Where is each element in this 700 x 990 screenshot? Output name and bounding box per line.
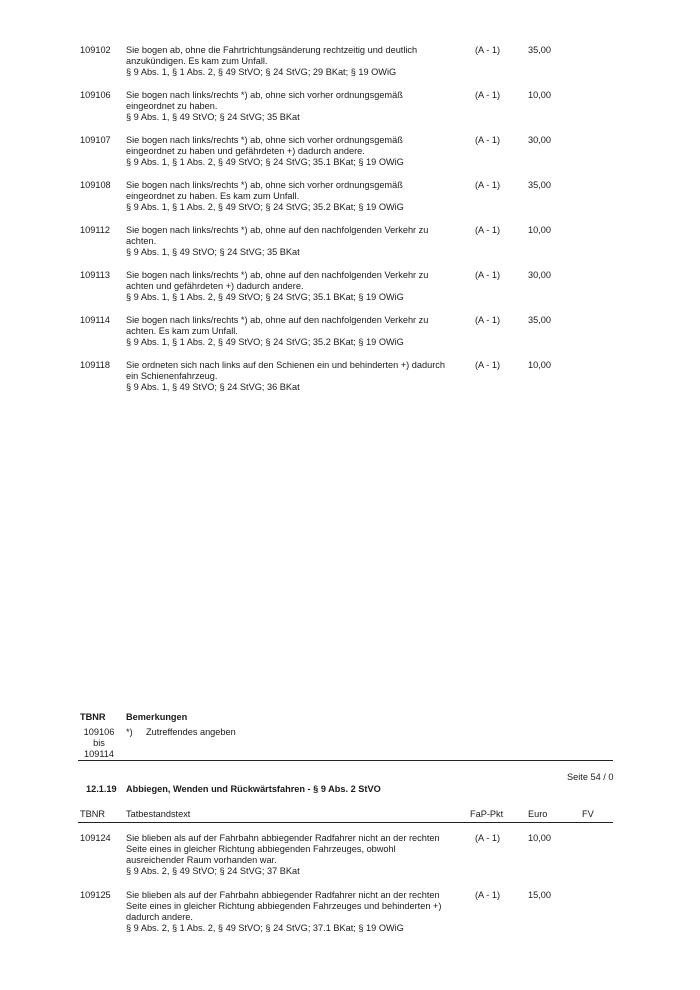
tbnr-code: 109102	[80, 45, 111, 55]
tbnr-code: 109112	[80, 225, 110, 235]
offense-text: Sie bogen nach links/rechts *) ab, ohne sich vorher ordnungsgemäß eingeordnet zu haben und gefährdeten +) dadurch andere. § 9 Abs. 1, § 1 Abs. 2, § 49 StVO; § 24 StVG; 35.1 BKat; § 19 OWiG	[126, 135, 404, 167]
tbnr-code: 109124	[80, 833, 111, 843]
euro-value: 10,00	[528, 360, 551, 370]
points-value: (A - 1)	[475, 90, 501, 100]
remarks-tbnr-heading: TBNR	[80, 712, 106, 722]
euro-value: 10,00	[528, 833, 551, 843]
column-header-euro: Euro	[528, 809, 548, 819]
divider	[78, 760, 613, 761]
tbnr-code: 109106	[80, 90, 111, 100]
offense-text: Sie bogen nach links/rechts *) ab, ohne auf den nachfolgenden Verkehr zu achten und gefährdeten +) dadurch andere. § 9 Abs. 1, § 1 Abs. 2, § 49 StVO; § 24 StVG; 35.1 BKat; § 19 OWiG	[126, 270, 429, 302]
offense-text: Sie ordneten sich nach links auf den Schienen ein und behinderten +) dadurch ein Schienenfahrzeug. § 9 Abs. 1, § 49 StVO; § 24 StVG; 36 BKat	[126, 360, 445, 392]
points-value: (A - 1)	[475, 180, 501, 190]
euro-value: 35,00	[528, 180, 551, 190]
euro-value: 10,00	[528, 225, 551, 235]
points-value: (A - 1)	[475, 315, 501, 325]
page-number: Seite 54 / 0	[567, 772, 614, 782]
tbnr-code: 109113	[80, 270, 110, 280]
points-value: (A - 1)	[475, 833, 501, 843]
points-value: (A - 1)	[475, 45, 501, 55]
points-value: (A - 1)	[475, 225, 501, 235]
offense-text: Sie bogen nach links/rechts *) ab, ohne sich vorher ordnungsgemäß eingeordnet zu haben. Es kam zum Unfall. § 9 Abs. 1, § 1 Abs. 2, § 49 StVO; § 24 StVG; 35.2 BKat; § 19 OWiG	[126, 180, 404, 212]
column-header-tbnr: TBNR	[80, 809, 106, 819]
remark-marker: *)	[126, 727, 133, 737]
offense-text: Sie blieben als auf der Fahrbahn abbiegender Radfahrer nicht an der rechten Seite eines in gleicher Richtung abbiegenden Fahrzeuges, obwohl ausreichender Raum vorhanden war. § 9 Abs. 2, § 49 StVO; § 24 StVG; 37 BKat	[126, 833, 440, 876]
column-header-points: FaP-Pkt	[470, 809, 504, 819]
remarks-heading: Bemerkungen	[126, 712, 188, 722]
section-number: 12.1.19	[86, 784, 117, 794]
offense-text: Sie bogen nach links/rechts *) ab, ohne auf den nachfolgenden Verkehr zu achten. Es kam zum Unfall. § 9 Abs. 1, § 1 Abs. 2, § 49 StVO; § 24 StVG; 35.2 BKat; § 19 OWiG	[126, 315, 429, 347]
euro-value: 30,00	[528, 135, 551, 145]
tbnr-code: 109118	[80, 360, 110, 370]
offense-text: Sie bogen nach links/rechts *) ab, ohne auf den nachfolgenden Verkehr zu achten. § 9 Abs. 1, § 49 StVO; § 24 StVG; 35 BKat	[126, 225, 429, 257]
remark-text: Zutreffendes angeben	[146, 727, 236, 737]
section-title: Abbiegen, Wenden und Rückwärtsfahren - § 9 Abs. 2 StVO	[126, 784, 381, 794]
points-value: (A - 1)	[475, 270, 501, 280]
tbnr-code: 109107	[80, 135, 111, 145]
euro-value: 10,00	[528, 90, 551, 100]
offense-text: Sie bogen ab, ohne die Fahrtrichtungsänderung rechtzeitig und deutlich anzukündigen. Es kam zum Unfall. § 9 Abs. 1, § 1 Abs. 2, § 49 StVO; § 24 StVG; 29 BKat; § 19 OWiG	[126, 45, 418, 77]
euro-value: 35,00	[528, 315, 551, 325]
points-value: (A - 1)	[475, 135, 501, 145]
column-header-fv: FV	[582, 809, 594, 819]
points-value: (A - 1)	[475, 890, 501, 900]
euro-value: 15,00	[528, 890, 551, 900]
tbnr-code: 109114	[80, 315, 110, 325]
offense-text: Sie bogen nach links/rechts *) ab, ohne sich vorher ordnungsgemäß eingeordnet zu haben. § 9 Abs. 1, § 49 StVO; § 24 StVG; 35 BKat	[126, 90, 403, 122]
divider	[78, 822, 613, 823]
euro-value: 30,00	[528, 270, 551, 280]
tbnr-code: 109108	[80, 180, 111, 190]
euro-value: 35,00	[528, 45, 551, 55]
points-value: (A - 1)	[475, 360, 501, 370]
remarks-code-range: 109106 bis 109114	[83, 727, 115, 759]
tbnr-code: 109125	[80, 890, 111, 900]
offense-text: Sie blieben als auf der Fahrbahn abbiegender Radfahrer nicht an der rechten Seite eines in gleicher Richtung abbiegenden Fahrzeuges und behinderten +) dadurch andere. § 9 Abs. 2, § 1 Abs. 2, § 49 StVO; § 24 StVG; 37.1 BKat; § 19 OWiG	[126, 890, 442, 933]
column-header-text: Tatbestandstext	[126, 809, 191, 819]
